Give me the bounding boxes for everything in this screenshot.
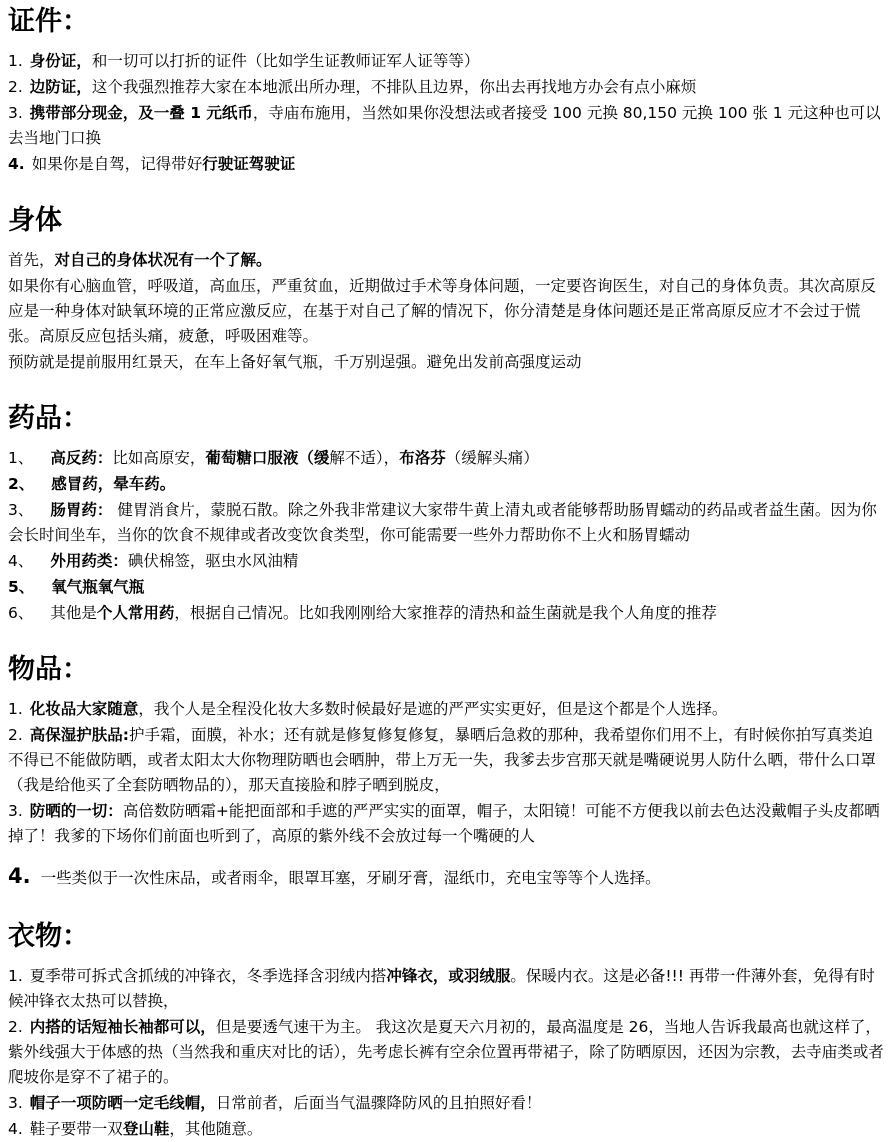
section-items (8, 49, 884, 177)
list-item (8, 75, 884, 100)
item-number: 2、 (8, 475, 35, 493)
text-segment: 登山鞋 (122, 1120, 170, 1138)
item-number: 1. (8, 52, 23, 70)
list-item (8, 101, 884, 151)
list-item (8, 964, 884, 1014)
item-number: 3. (8, 802, 23, 820)
text-segment: 高倍数防晒霜+能把面部和手遮的严严实实的面罩，帽子，太阳镜！可能不方便我以前去色达没戴帽子头皮都晒掉了！我爹的下场你们前面也听到了，高原的紫外线不会放过每一个嘴硬的人 (8, 802, 880, 845)
list-item (8, 549, 884, 574)
text-segment: 预防就是提前服用红景天，在车上备好氧气瓶，千万别逞强。避免出发前高强度运动 (8, 353, 582, 371)
text-segment: ，寺庙布施用，当然如果你没想法或者接受 100 元换 80,150 元换 100 张 1 元这种也可以去当地门口换 (8, 104, 881, 147)
text-segment: 防晒的一切： (29, 802, 123, 820)
text-segment: 但是要透气速干为主。 我这次是夏天六月初的，最高温度是 26，当地人告诉我最高也就这样了，紫外线强大于体感的热（当然我和重庆对比的话），先考虑长裤有空余位置再带裙子，除了防晒原因，还因为宗教，去寺庙类或者爬坡你是穿不了裙子的。 (8, 1018, 884, 1086)
text-segment: 。保暖内衣。这是必备!!! 再带一件薄外套，免得有时候冲锋衣太热可以替换， (8, 967, 875, 1010)
section-items (8, 446, 884, 626)
text-segment: 化妆品大家随意 (29, 700, 139, 718)
text-segment: 日常前者，后面当气温骤降防风的且拍照好看！ (215, 1094, 542, 1112)
section-heading: 药品： (8, 403, 89, 434)
section-supplies (8, 652, 884, 893)
text-segment: 外用药类： (50, 552, 128, 570)
paragraph (8, 248, 884, 273)
text-segment: 护手霜，面膜，补水；还有就是修复修复修复，暴晒后急救的那种，我希望你们用不上，有时候你拍写真类迫不得已不能做防晒，或者太阳太大你物理防晒也会晒肿，带上万无一失，我爹去步宫那天就是嘴硬说男人防什么晒，带什么口罩（我是给他买了全套防晒物品的），那天直接脸和脖子晒到脱皮， (8, 726, 877, 794)
list-item (8, 799, 884, 849)
text-segment: 高反药： (50, 449, 113, 467)
list-item (8, 723, 884, 798)
text-segment: 感冒药，晕车药。 (51, 475, 176, 493)
section-clothing (8, 919, 884, 1142)
section-heading: 证件： (8, 6, 89, 37)
item-number: 3、 (8, 501, 34, 519)
list-item (8, 601, 884, 626)
list-item (8, 1015, 884, 1090)
list-item (8, 472, 884, 497)
text-segment: 和一切可以打折的证件（比如学生证教师证军人证等等） (91, 52, 480, 70)
item-number: 6、 (8, 604, 34, 622)
section-medicine (8, 401, 884, 626)
text-segment: 首先， (8, 251, 55, 269)
text-segment: ，其他随意。 (169, 1120, 263, 1138)
text-segment: 如果你是自驾，记得带好 (31, 155, 203, 173)
section-items (8, 697, 884, 893)
item-number: 1. (8, 967, 23, 985)
item-number: 1. (8, 700, 23, 718)
text-segment: 帽子一项防晒一定毛线帽， (29, 1094, 216, 1112)
text-segment: 氧气瓶氧气瓶 (51, 578, 145, 596)
text-segment: 这个我强烈推荐大家在本地派出所办理，不排队且边界，你出去再找地方办会有点小麻烦 (91, 78, 697, 96)
text-segment: 碘伏棉签，驱虫水风油精 (127, 552, 299, 570)
paragraph (8, 274, 884, 349)
section-certificates (8, 4, 884, 177)
list-item (8, 697, 884, 722)
text-segment: 健胃消食片，蒙脱石散。除之外我非常建议大家带牛黄上清丸或者能够帮助肠胃蠕动的药品或者益生菌。因为你会长时间坐车，当你的饮食不规律或者改变饮食类型，你可能需要一些外力帮助你不上火和肠胃蠕动 (8, 501, 877, 544)
text-segment: （缓解头痛） (445, 449, 539, 467)
section-heading: 衣物： (8, 921, 89, 952)
text-segment: 解不适）， (329, 449, 400, 467)
list-item (8, 498, 884, 548)
list-item (8, 575, 884, 600)
section-items (8, 248, 884, 375)
text-segment: 身份证， (29, 52, 92, 70)
text-segment: 肠胃药： (50, 501, 113, 519)
text-segment: 夏季带可拆式含抓绒的冲锋衣，冬季选择含羽绒内搭 (29, 967, 387, 985)
text-segment: 携带部分现金，及一叠 1 元纸币 (29, 104, 253, 122)
text-segment: 边防证， (29, 78, 92, 96)
section-heading: 物品： (8, 654, 89, 685)
section-items (8, 964, 884, 1142)
list-item (8, 446, 884, 471)
section-heading: 身体 (8, 205, 62, 236)
section-body-health (8, 203, 884, 375)
text-segment: 葡萄糖口服液（缓 (205, 449, 330, 467)
text-segment: 个人常用药 (96, 604, 175, 622)
text-segment: 比如高原安， (112, 449, 206, 467)
text-segment: 高保湿护肤品: (29, 726, 129, 744)
text-segment: 其他是 (50, 604, 97, 622)
text-segment: 布洛芬 (399, 449, 446, 467)
list-item (8, 49, 884, 74)
item-number: 4、 (8, 552, 34, 570)
text-segment: 冲锋衣，或羽绒服 (386, 967, 511, 985)
item-number: 2. (8, 1018, 23, 1036)
item-number: 3. (8, 1094, 23, 1112)
text-segment: 行驶证驾驶证 (202, 155, 296, 173)
item-number: 3. (8, 104, 23, 122)
item-number: 2. (8, 726, 23, 744)
text-segment: 鞋子要带一双 (29, 1120, 123, 1138)
item-number: 1、 (8, 449, 34, 467)
paragraph (8, 350, 884, 375)
list-item (8, 861, 884, 893)
list-item (8, 152, 884, 177)
text-segment: ，我个人是全程没化妆大多数时候最好是遮的严严实实更好，但是这个都是个人选择。 (138, 700, 728, 718)
text-segment: ，根据自己情况。比如我刚刚给大家推荐的清热和益生菌就是我个人角度的推荐 (174, 604, 717, 622)
text-segment: 一些类似于一次性床品，或者雨伞，眼罩耳塞，牙刷牙膏，湿纸巾，充电宝等等个人选择。 (40, 869, 661, 887)
item-number: 5、 (8, 578, 35, 596)
text-segment: 内搭的话短袖长袖都可以， (29, 1018, 216, 1036)
item-number: 4. (8, 1120, 23, 1138)
list-item (8, 1091, 884, 1116)
list-item (8, 1117, 884, 1142)
item-number: 4. (8, 864, 31, 888)
text-segment: 如果你有心脑血管，呼吸道，高血压，严重贫血，近期做过手术等身体问题，一定要咨询医生，对自己的身体负责。其次高原反应是一种身体对缺氧环境的正常应激反应，在基于对自己了解的情况下，你分清楚是身体问题还是正常高原反应才不会过于慌张。高原反应包括头痛，疲惫，呼吸困难等。 (8, 277, 877, 345)
item-number: 4. (8, 155, 25, 173)
item-number: 2. (8, 78, 23, 96)
text-segment: 对自己的身体状况有一个了解。 (54, 251, 272, 269)
